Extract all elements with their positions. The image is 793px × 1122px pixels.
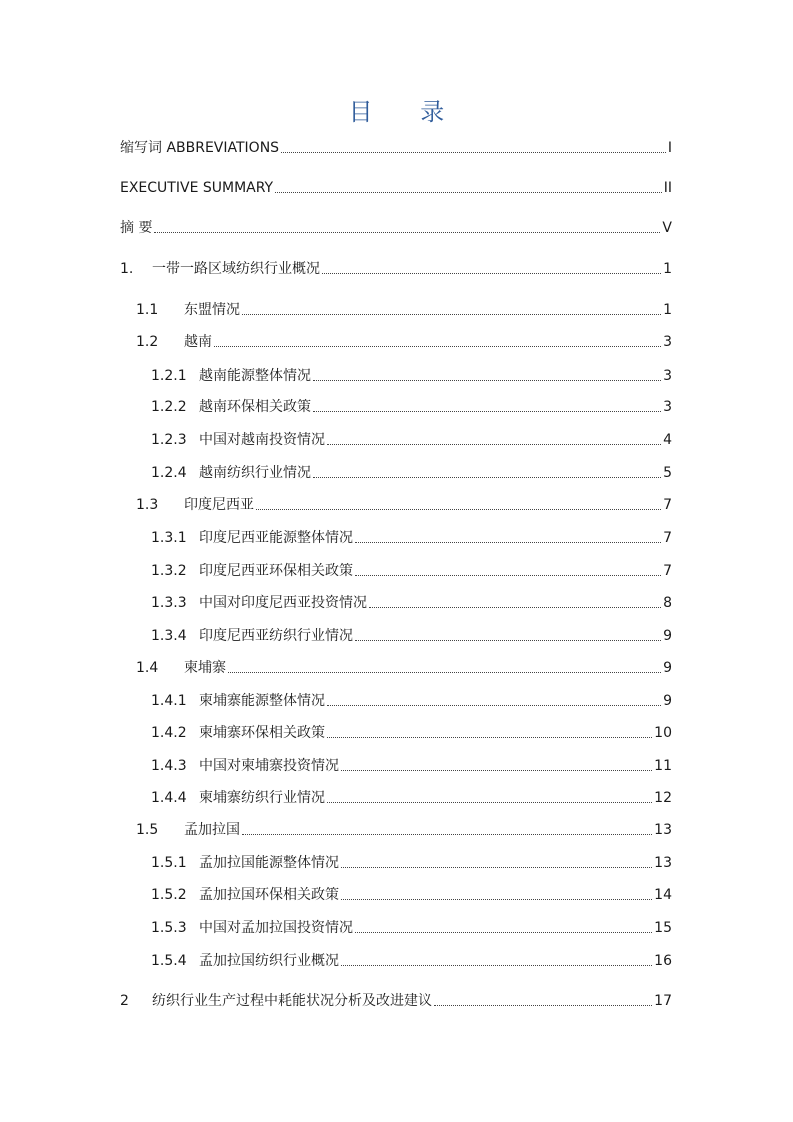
toc-entry-number: 1.2.4 bbox=[151, 465, 187, 481]
toc-entry-title: 越南纺织行业情况 bbox=[199, 465, 311, 481]
toc-entry-page-number: 11 bbox=[654, 758, 672, 774]
toc-entry[interactable] bbox=[136, 492, 672, 514]
toc-entry-page-number: 9 bbox=[663, 628, 672, 644]
toc-entry-title: 印度尼西亚能源整体情况 bbox=[199, 530, 353, 546]
toc-entry-page-number: 7 bbox=[663, 563, 672, 579]
toc-entry[interactable] bbox=[120, 175, 672, 197]
toc-entry-page-number: 7 bbox=[663, 497, 672, 513]
dot-leader bbox=[327, 802, 652, 803]
toc-entry-page-number: II bbox=[663, 180, 672, 196]
toc-entry-title: 孟加拉国 bbox=[184, 822, 240, 838]
toc-entry[interactable] bbox=[151, 915, 672, 937]
toc-entry-page-number: 16 bbox=[654, 953, 672, 969]
toc-entry-number: 1.2 bbox=[136, 334, 159, 350]
toc-entry-number: 1.4.3 bbox=[151, 758, 187, 774]
dot-leader bbox=[341, 899, 652, 900]
dot-leader bbox=[434, 1005, 652, 1006]
dot-leader bbox=[313, 411, 661, 412]
dot-leader bbox=[355, 932, 652, 933]
toc-entry[interactable] bbox=[120, 135, 672, 157]
toc-entry-number: 1.5.4 bbox=[151, 953, 187, 969]
dot-leader bbox=[242, 314, 661, 315]
toc-entry-page-number: 10 bbox=[654, 725, 672, 741]
toc-entry-title: 一带一路区域纺织行业概况 bbox=[152, 261, 320, 277]
toc-entry-number: 1.3.1 bbox=[151, 530, 187, 546]
toc-entry-number: 1.2.3 bbox=[151, 432, 187, 448]
toc-entry[interactable] bbox=[151, 785, 672, 807]
toc-entry-title: 孟加拉国能源整体情况 bbox=[199, 855, 339, 871]
toc-entry-title: 越南 bbox=[184, 334, 212, 350]
toc-entry-title: 中国对越南投资情况 bbox=[199, 432, 325, 448]
toc-entry[interactable] bbox=[120, 215, 672, 237]
toc-entry[interactable] bbox=[136, 329, 672, 351]
dot-leader bbox=[341, 965, 652, 966]
toc-entry[interactable] bbox=[120, 256, 672, 278]
toc-entry-number: 1.4.1 bbox=[151, 693, 187, 709]
toc-entry-page-number: 9 bbox=[663, 660, 672, 676]
toc-entry-page-number: 3 bbox=[663, 334, 672, 350]
toc-entry[interactable] bbox=[151, 720, 672, 742]
toc-entry[interactable] bbox=[151, 590, 672, 612]
toc-entry-page-number: 17 bbox=[654, 993, 672, 1009]
dot-leader bbox=[242, 834, 652, 835]
toc-entry[interactable] bbox=[136, 655, 672, 677]
dot-leader bbox=[154, 232, 660, 233]
toc-entry-page-number: 13 bbox=[654, 822, 672, 838]
toc-entry-page-number: I bbox=[667, 140, 672, 156]
toc-entry[interactable] bbox=[151, 558, 672, 580]
toc-entry-title: 柬埔寨能源整体情况 bbox=[199, 693, 325, 709]
dot-leader bbox=[355, 640, 661, 641]
toc-entry-title: 纺织行业生产过程中耗能状况分析及改进建议 bbox=[152, 993, 432, 1009]
toc-entry-number: 1.1 bbox=[136, 302, 159, 318]
dot-leader bbox=[327, 737, 652, 738]
toc-entry[interactable] bbox=[151, 427, 672, 449]
toc-entry-title: 印度尼西亚环保相关政策 bbox=[199, 563, 353, 579]
toc-entry-title: 东盟情况 bbox=[184, 302, 240, 318]
toc-entry-title: 孟加拉国纺织行业概况 bbox=[199, 953, 339, 969]
toc-entry-title: 印度尼西亚 bbox=[184, 497, 254, 513]
dot-leader bbox=[275, 192, 662, 193]
toc-entry-page-number: 1 bbox=[663, 261, 672, 277]
toc-entry-title: 中国对柬埔寨投资情况 bbox=[199, 758, 339, 774]
toc-entry-title: 中国对孟加拉国投资情况 bbox=[199, 920, 353, 936]
toc-entry[interactable] bbox=[151, 850, 672, 872]
toc-entry-page-number: 5 bbox=[663, 465, 672, 481]
toc-entry-title: 柬埔寨 bbox=[184, 660, 226, 676]
toc-entry[interactable] bbox=[136, 297, 672, 319]
toc-entry[interactable] bbox=[151, 394, 672, 416]
toc-entry-number: 1. bbox=[120, 261, 134, 277]
toc-entry[interactable] bbox=[151, 460, 672, 482]
toc-entry-number: 1.4.4 bbox=[151, 790, 187, 806]
toc-entry-title: EXECUTIVE SUMMARY bbox=[120, 180, 274, 196]
toc-entry[interactable] bbox=[136, 817, 672, 839]
toc-entry-page-number: 3 bbox=[663, 368, 672, 384]
toc-entry[interactable] bbox=[151, 363, 672, 385]
toc-entry-title: 摘 要 bbox=[120, 220, 153, 236]
toc-entry-title: 中国对印度尼西亚投资情况 bbox=[199, 595, 367, 611]
dot-leader bbox=[313, 380, 661, 381]
page-title: 目 录 bbox=[348, 98, 465, 126]
toc-entry-page-number: 7 bbox=[663, 530, 672, 546]
toc-entry-number: 1.2.2 bbox=[151, 399, 187, 415]
toc-entry-page-number: 4 bbox=[663, 432, 672, 448]
toc-entry-title: 缩写词 ABBREVIATIONS bbox=[120, 140, 280, 156]
toc-entry-number: 1.2.1 bbox=[151, 368, 187, 384]
toc-entry[interactable] bbox=[151, 623, 672, 645]
toc-entry-page-number: 3 bbox=[663, 399, 672, 415]
dot-leader bbox=[256, 509, 661, 510]
toc-entry-title: 越南环保相关政策 bbox=[199, 399, 311, 415]
toc-entry-page-number: V bbox=[662, 220, 672, 236]
toc-entry-number: 2 bbox=[120, 993, 129, 1009]
dot-leader bbox=[355, 542, 661, 543]
dot-leader bbox=[281, 152, 666, 153]
dot-leader bbox=[228, 672, 661, 673]
toc-entry[interactable] bbox=[151, 525, 672, 547]
toc-entry-number: 1.3.2 bbox=[151, 563, 187, 579]
toc-entry-page-number: 8 bbox=[663, 595, 672, 611]
toc-entry-title: 印度尼西亚纺织行业情况 bbox=[199, 628, 353, 644]
toc-entry-page-number: 13 bbox=[654, 855, 672, 871]
toc-entry-number: 1.3.4 bbox=[151, 628, 187, 644]
toc-entry-page-number: 12 bbox=[654, 790, 672, 806]
toc-entry-number: 1.5.2 bbox=[151, 887, 187, 903]
toc-entry-number: 1.4 bbox=[136, 660, 159, 676]
dot-leader bbox=[341, 867, 652, 868]
toc-entry-number: 1.3.3 bbox=[151, 595, 187, 611]
toc-entry-title: 柬埔寨环保相关政策 bbox=[199, 725, 325, 741]
dot-leader bbox=[341, 770, 652, 771]
toc-entry-title: 孟加拉国环保相关政策 bbox=[199, 887, 339, 903]
toc-entry-page-number: 15 bbox=[654, 920, 672, 936]
dot-leader bbox=[327, 705, 661, 706]
toc-entry-title: 越南能源整体情况 bbox=[199, 368, 311, 384]
toc-entry-number: 1.5.3 bbox=[151, 920, 187, 936]
toc-entry-page-number: 14 bbox=[654, 887, 672, 903]
dot-leader bbox=[369, 607, 661, 608]
toc-entry-number: 1.3 bbox=[136, 497, 159, 513]
toc-entry-page-number: 9 bbox=[663, 693, 672, 709]
toc-entry[interactable] bbox=[151, 948, 672, 970]
toc-entry[interactable] bbox=[151, 882, 672, 904]
toc-entry-title: 柬埔寨纺织行业情况 bbox=[199, 790, 325, 806]
dot-leader bbox=[214, 346, 661, 347]
toc-entry[interactable] bbox=[151, 753, 672, 775]
dot-leader bbox=[322, 273, 661, 274]
toc-entry-page-number: 1 bbox=[663, 302, 672, 318]
toc-entry-number: 1.5 bbox=[136, 822, 159, 838]
dot-leader bbox=[313, 477, 661, 478]
toc-entry[interactable] bbox=[151, 688, 672, 710]
dot-leader bbox=[327, 444, 661, 445]
toc-entry-number: 1.4.2 bbox=[151, 725, 187, 741]
toc-entry-number: 1.5.1 bbox=[151, 855, 187, 871]
dot-leader bbox=[355, 575, 661, 576]
toc-entry[interactable] bbox=[120, 988, 672, 1010]
